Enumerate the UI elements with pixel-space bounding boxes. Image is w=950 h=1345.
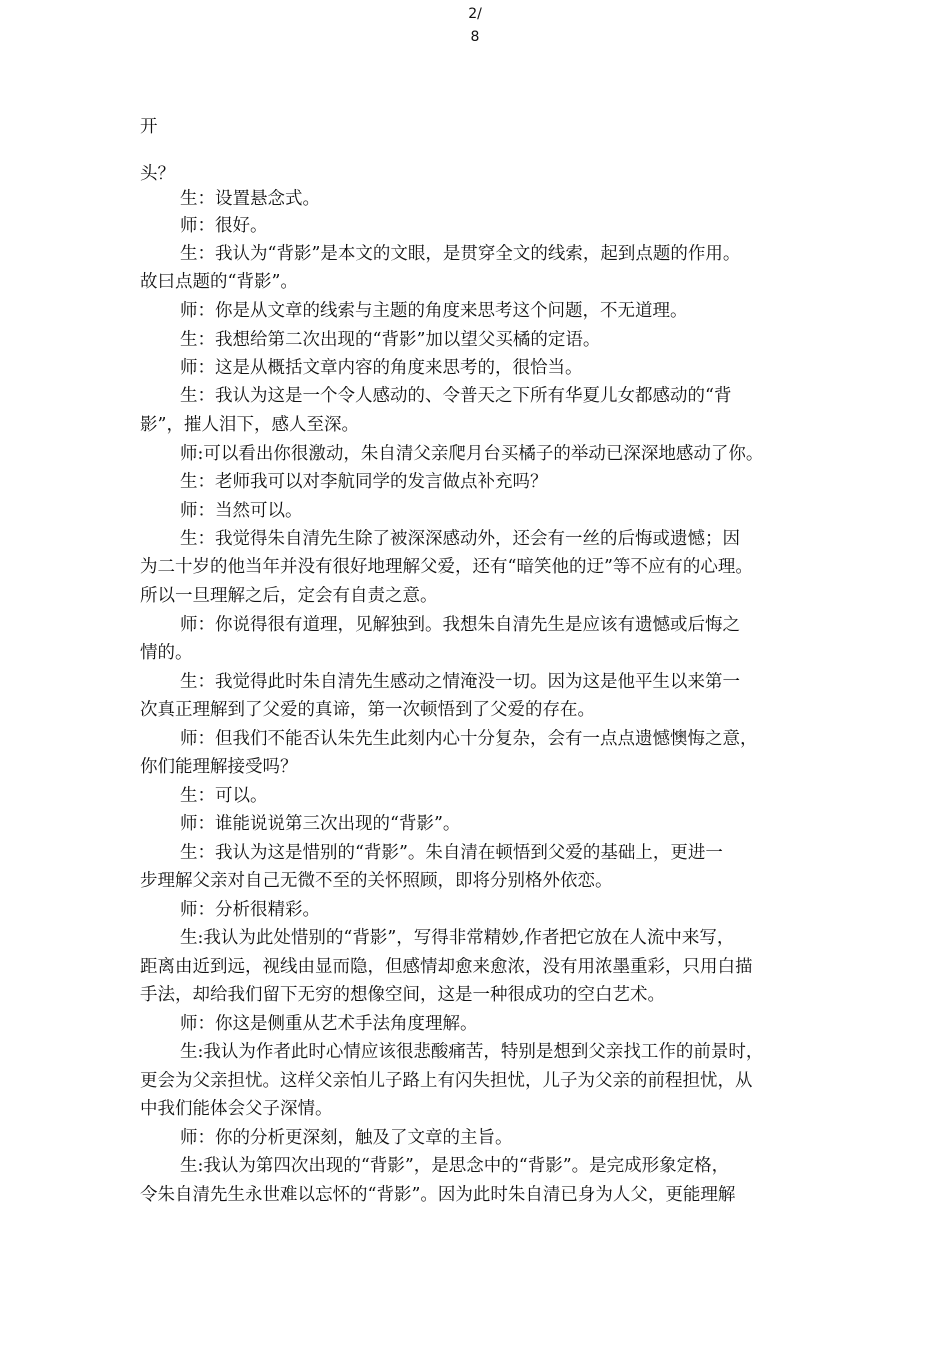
text-line: 师：你是从文章的线索与主题的角度来思考这个问题，不无道理。 <box>180 301 688 321</box>
text-line: 手法，却给我们留下无穷的想像空间，这是一种很成功的空白艺术。 <box>140 985 665 1005</box>
text-line: 更会为父亲担忧。这样父亲怕儿子路上有闪失担忧，儿子为父亲的前程担忧，从 <box>140 1071 753 1091</box>
text-line: 生：我想给第二次出现的“背影”加以望父买橘的定语。 <box>180 330 601 350</box>
text-line: 令朱自清先生永世难以忘怀的“背影”。因为此时朱自清已身为人父，更能理解 <box>140 1185 736 1205</box>
text-line: 你们能理解接受吗？ <box>140 757 298 777</box>
text-line: 生：我认为这是惜别的“背影”。朱自清在顿悟到父爱的基础上，更进一 <box>180 843 723 863</box>
page-number-current: 2/ <box>468 6 482 22</box>
text-line: 生：我觉得朱自清先生除了被深深感动外，还会有一丝的后悔或遗憾；因 <box>180 529 740 549</box>
page-number-total: 8 <box>470 29 480 45</box>
text-line: 情的。 <box>140 643 193 663</box>
text-line: 故曰点题的“背影”。 <box>140 272 298 292</box>
text-line: 生：我觉得此时朱自清先生感动之情淹没一切。因为这是他平生以来第一 <box>180 672 740 692</box>
text-line: 生:我认为作者此时心情应该很悲酸痛苦，特别是想到父亲找工作的前景时， <box>180 1042 764 1062</box>
text-line: 生：我认为“背影”是本文的文眼，是贯穿全文的线索，起到点题的作用。 <box>180 244 741 264</box>
text-line: 师:可以看出你很激动，朱自清父亲爬月台买橘子的举动已深深地感动了你。 <box>180 444 764 464</box>
text-line: 师：当然可以。 <box>180 501 303 521</box>
text-line: 师：很好。 <box>180 216 268 236</box>
text-line: 生:我认为此处惜别的“背影”，写得非常精妙,作者把它放在人流中来写， <box>180 928 735 948</box>
text-line: 步理解父亲对自己无微不至的关怀照顾，即将分别格外依恋。 <box>140 871 613 891</box>
text-line: 师：你的分析更深刻，触及了文章的主旨。 <box>180 1128 513 1148</box>
text-line: 生：我认为这是一个令人感动的、令普天之下所有华夏儿女都感动的“背 <box>180 386 732 406</box>
text-line: 师：你这是侧重从艺术手法角度理解。 <box>180 1014 478 1034</box>
text-line: 师：谁能说说第三次出现的“背影”。 <box>180 814 461 834</box>
text-line: 师：分析很精彩。 <box>180 900 320 920</box>
text-line: 所以一旦理解之后，定会有自责之意。 <box>140 586 438 606</box>
text-line: 师：你说得很有道理，见解独到。我想朱自清先生是应该有遗憾或后悔之 <box>180 615 740 635</box>
text-line: 为二十岁的他当年并没有很好地理解父爱，还有“暗笑他的迂”等不应有的心理。 <box>140 557 753 577</box>
text-line: 影”，摧人泪下，感人至深。 <box>140 415 359 435</box>
text-line: 头？ <box>140 164 175 184</box>
text-line: 师：这是从概括文章内容的角度来思考的，很恰当。 <box>180 358 583 378</box>
text-line: 开 <box>140 117 158 137</box>
text-line: 距离由近到远，视线由显而隐，但感情却愈来愈浓，没有用浓墨重彩，只用白描 <box>140 957 753 977</box>
text-line: 生：可以。 <box>180 786 268 806</box>
text-line: 次真正理解到了父爱的真谛，第一次顿悟到了父爱的存在。 <box>140 700 595 720</box>
text-line: 生:我认为第四次出现的“背影”，是思念中的“背影”。是完成形象定格， <box>180 1156 730 1176</box>
text-line: 生：老师我可以对李航同学的发言做点补充吗？ <box>180 472 548 492</box>
text-line: 生：设置悬念式。 <box>180 189 320 209</box>
text-line: 师：但我们不能否认朱先生此刻内心十分复杂，会有一点点遗憾懊悔之意， <box>180 729 758 749</box>
text-line: 中我们能体会父子深情。 <box>140 1099 333 1119</box>
